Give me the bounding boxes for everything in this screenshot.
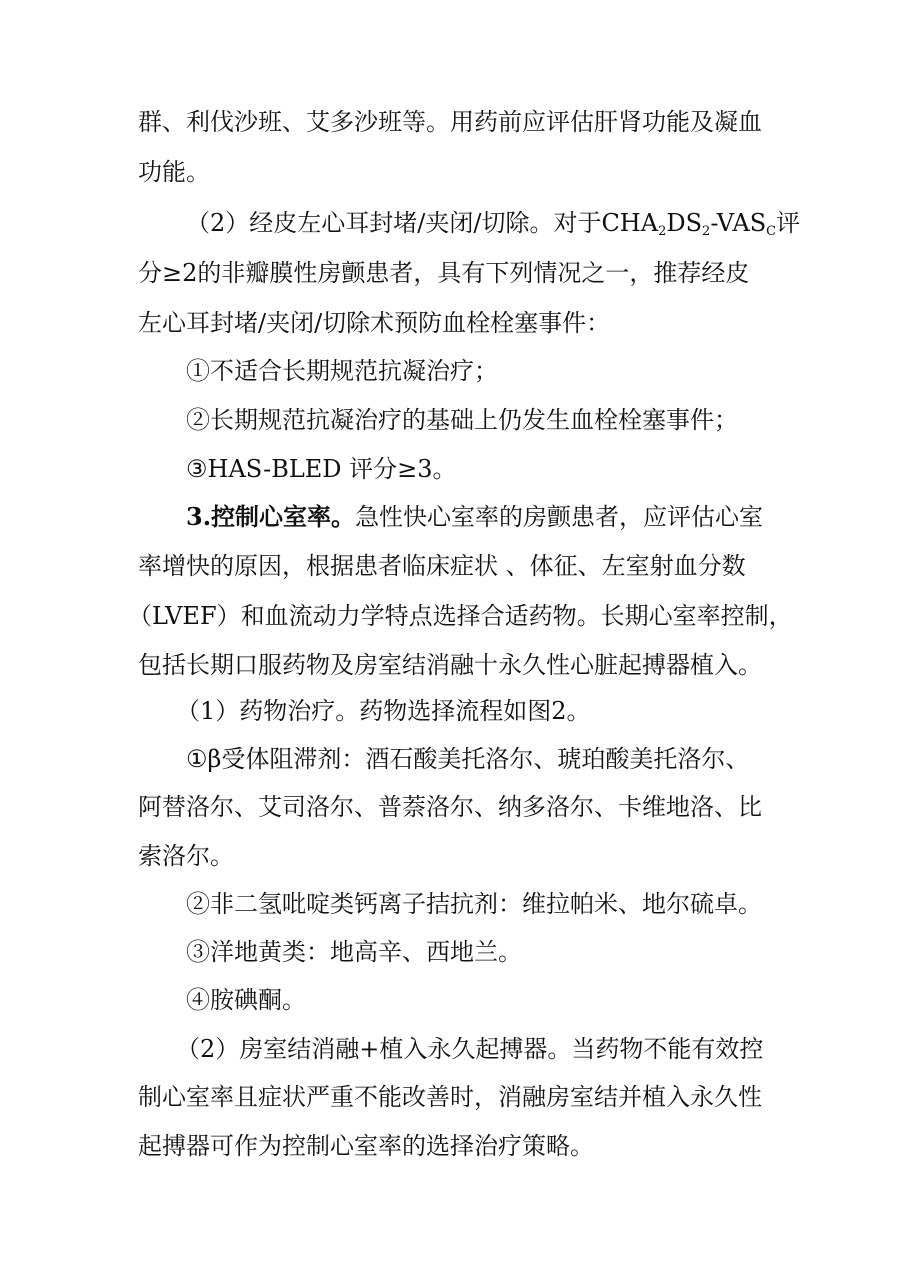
drug-item-1-line-3: 索洛尔。 — [138, 842, 234, 870]
drug-item-2: ②非二氢吡啶类钙离子拮抗剂：维拉帕米、地尔硫卓。 — [186, 890, 762, 918]
rate-control-line-1 — [186, 497, 763, 537]
ablation-line-3: 起搏器可作为控制心室率的选择治疗策略。 — [138, 1132, 594, 1160]
drug-item-1-line-1: ①β受体阻滞剂：酒石酸美托洛尔、琥珀酸美托洛尔、 — [186, 745, 750, 773]
laao-item-3: ③HAS-BLED 评分≥3。 — [186, 455, 457, 483]
laao-item-2: ②长期规范抗凝治疗的基础上仍发生血栓栓塞事件； — [186, 406, 738, 434]
ablation-line-1: （2）房室结消融+植入永久起搏器。当药物不能有效控 — [176, 1035, 764, 1063]
intro-line-2: 功能。 — [138, 158, 210, 186]
laao-subscript-1: 2 — [658, 224, 667, 239]
rate-control-line-2: 率增快的原因，根据患者临床症状 、体征、左室射血分数 — [138, 552, 746, 580]
rate-control-line-4: 包括长期口服药物及房室结消融十永久性心脏起搏器植入。 — [138, 651, 762, 679]
drug-item-1-line-2: 阿替洛尔、艾司洛尔、普萘洛尔、纳多洛尔、卡维地洛、比 — [138, 793, 762, 821]
laao-heading — [186, 203, 800, 243]
ablation-line-2: 制心室率且症状严重不能改善时，消融房室结并植入永久性 — [138, 1083, 762, 1111]
rate-control-line-1-rest: 急性快心室率的房颤患者，应评估心室 — [355, 503, 764, 531]
laao-line-3: 左心耳封堵/夹闭/切除术预防血栓栓塞事件： — [138, 309, 611, 337]
laao-line-2: 分≥2的非瓣膜性房颤患者，具有下列情况之一，推荐经皮 — [138, 259, 750, 287]
laao-subscript-2: 2 — [702, 224, 711, 239]
intro-line-1: 群、利伐沙班、艾多沙班等。用药前应评估肝肾功能及凝血 — [138, 108, 762, 136]
laao-heading-mid-1: DS — [666, 209, 703, 237]
laao-heading-suffix: 评 — [776, 209, 801, 237]
laao-heading-mid-2: -VAS — [710, 209, 767, 237]
laao-heading-prefix: （2）经皮左心耳封堵/夹闭/切除。对于CHA — [186, 209, 659, 237]
laao-item-1: ①不适合长期规范抗凝治疗； — [186, 357, 498, 385]
rate-control-heading: 3.控制心室率。 — [186, 502, 356, 531]
drug-item-3: ③洋地黄类：地高辛、西地兰。 — [186, 938, 522, 966]
drug-therapy-heading: （1）药物治疗。药物选择流程如图2。 — [176, 697, 591, 725]
drug-item-4: ④胺碘酮。 — [186, 986, 306, 1014]
laao-subscript-3: C — [766, 224, 777, 239]
rate-control-line-3: （LVEF）和血流动力学特点选择合适药物。长期心室率控制， — [128, 602, 793, 630]
